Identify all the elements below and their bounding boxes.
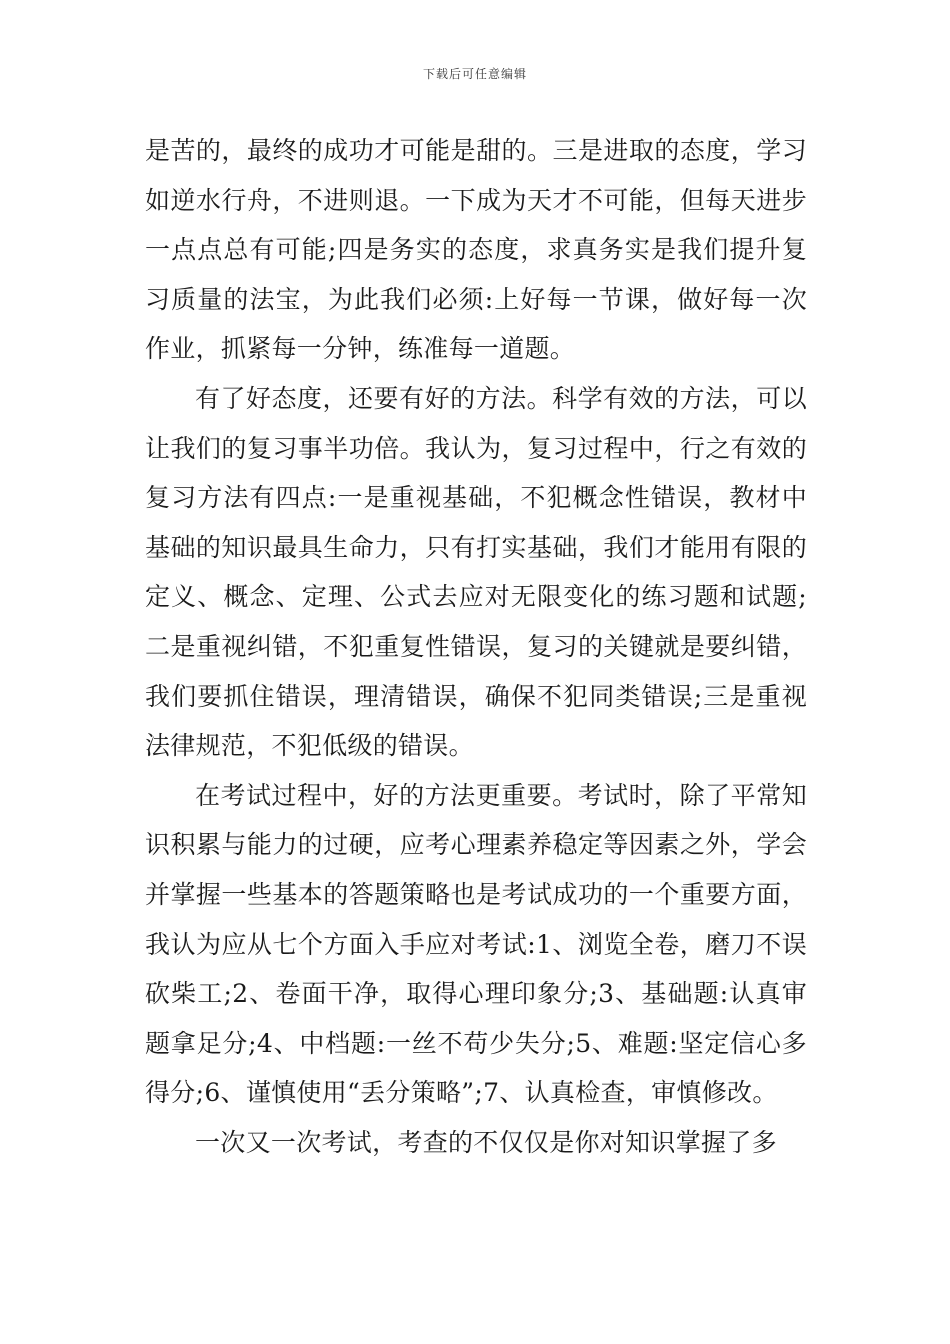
paragraph-1: 是苦的，最终的成功才可能是甜的。三是进取的态度，学习如逆水行舟，不进则退。一下成为天才不可能，但每天进步一点点总有可能;四是务实的态度，求真务实是我们提升复习质量的法宝，为此我们必须:上好每一节课，做好每一次作业，抓紧每一分钟，练准每一道题。 bbox=[145, 136, 807, 364]
document-body bbox=[145, 126, 807, 1167]
paragraph-4: 一次又一次考试，考查的不仅仅是你对知识掌握了多 bbox=[195, 1127, 777, 1157]
paragraph-2: 有了好态度，还要有好的方法。科学有效的方法，可以让我们的复习事半功倍。我认为，复习过程中，行之有效的复习方法有四点:一是重视基础，不犯概念性错误，教材中基础的知识最具生命力，只有打实基础，我们才能用有限的定义、概念、定理、公式去应对无限变化的练习题和试题;二是重视纠错，不犯重复性错误，复习的关键就是要纠错，我们要抓住错误，理清错误，确保不犯同类错误;三是重视法律规范，不犯低级的错误。 bbox=[145, 383, 807, 761]
page-header: 下载后可任意编辑 bbox=[422, 67, 527, 81]
paragraph-3: 在考试过程中，好的方法更重要。考试时，除了平常知识积累与能力的过硬，应考心理素养稳定等因素之外，学会并掌握一些基本的答题策略也是考试成功的一个重要方面，我认为应从七个方面入手应对考试:1、浏览全卷，磨刀不误砍柴工;2、卷面干净，取得心理印象分;3、基础题:认真审题拿足分;4、中档题:一丝不苟少失分;5、难题:坚定信心多得分;6、谨慎使用“丢分策略”;7、认真检查，审慎修改。 bbox=[145, 780, 807, 1108]
